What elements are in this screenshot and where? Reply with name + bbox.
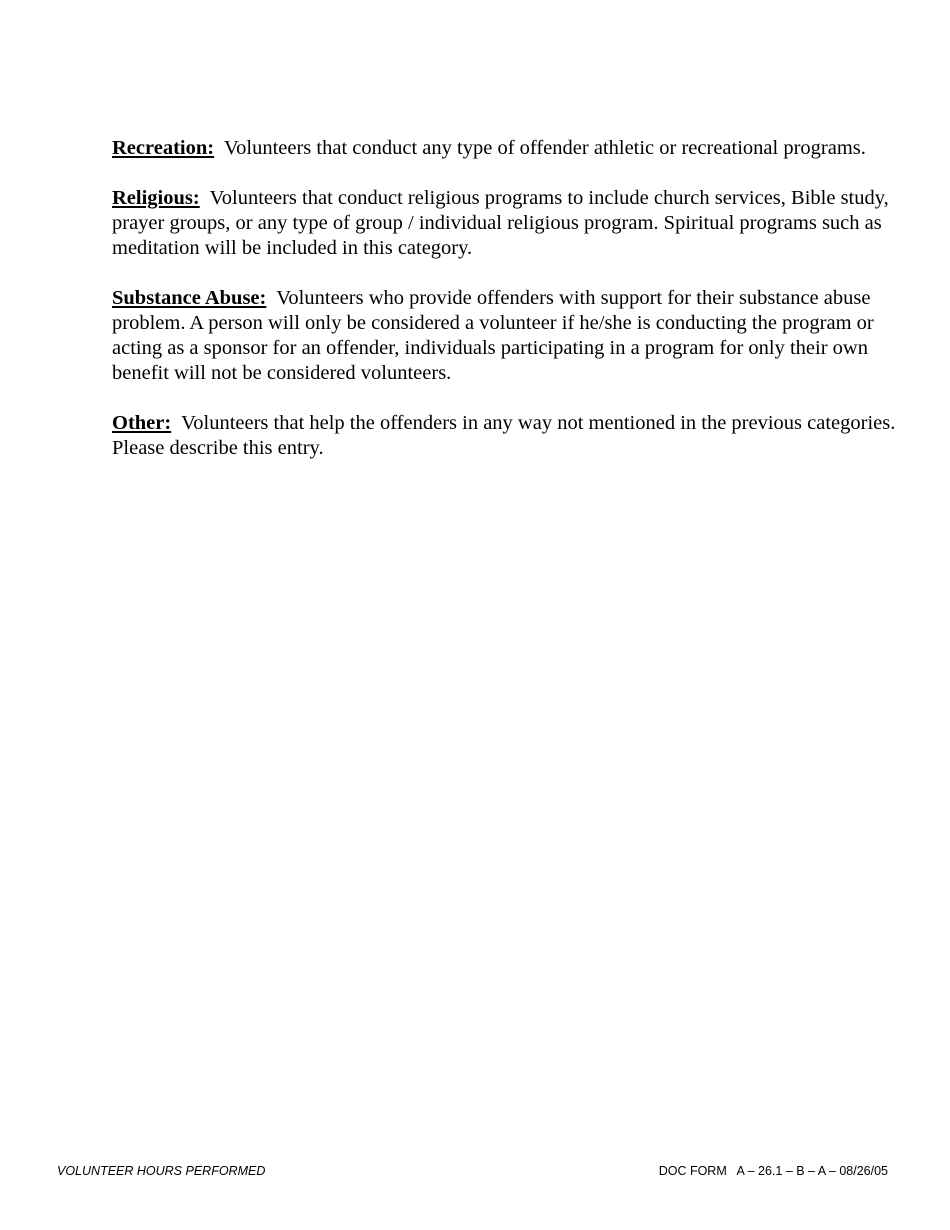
- definition-text: Volunteers that conduct any type of offender athletic or recreational programs.: [223, 137, 866, 159]
- document-body: [112, 136, 896, 486]
- footer-form-title: VOLUNTEER HOURS PERFORMED: [57, 1164, 266, 1178]
- definition-term: Substance Abuse:: [112, 287, 267, 309]
- definition-substance-abuse: [112, 286, 896, 386]
- definition-recreation: [112, 136, 896, 161]
- footer-form-number: DOC FORM A – 26.1 – B – A – 08/26/05: [658, 1164, 888, 1178]
- definition-term: Recreation:: [112, 137, 215, 159]
- definition-other: [112, 411, 896, 461]
- definition-text: Volunteers who provide offenders with support for their substance abuse problem. A person will only be considered a volunteer if he/she is conducting the program or acting as a sponsor for an offender, individuals participating in a program for only their own benefit will not be considered volunteers.: [112, 287, 874, 384]
- definition-text: Volunteers that conduct religious programs to include church services, Bible study, prayer groups, or any type of group / individual religious program. Spiritual programs such as meditation will be included in this category.: [112, 187, 889, 259]
- definition-term: Religious:: [112, 187, 200, 209]
- definition-religious: [112, 186, 896, 261]
- definition-term: Other:: [112, 412, 172, 434]
- definition-text: Volunteers that help the offenders in any way not mentioned in the previous categories. Please describe this entry.: [112, 412, 896, 459]
